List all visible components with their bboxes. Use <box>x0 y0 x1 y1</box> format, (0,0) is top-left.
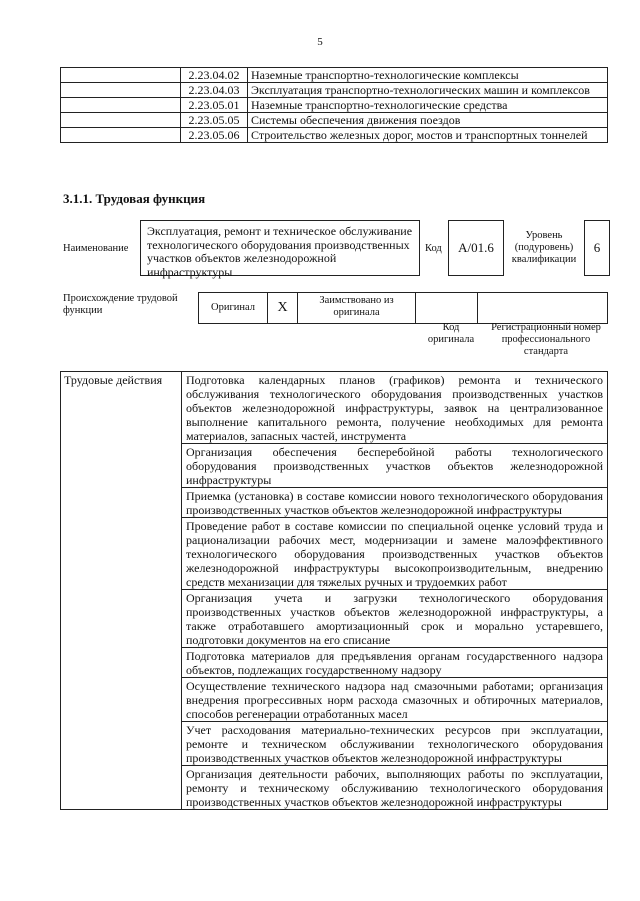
section-title: 3.1.1. Трудовая функция <box>63 191 206 206</box>
code-name-cell: Наземные транспортно-технологические средства <box>248 98 608 113</box>
origin-label: Происхождение трудовой функции <box>63 293 178 316</box>
code-row-blank <box>61 98 181 113</box>
labor-action-item: Организация деятельности рабочих, выполняющих работы по эксплуатации, ремонту и техническому обслуживанию технологического оборудования производственных участков объектов железнодорожной инфраструктуры <box>182 766 608 810</box>
original-code-caption: Код оригинала <box>427 322 475 345</box>
labor-action-item: Проведение работ в составе комиссии по специальной оценке условий труда и рационализации рабочих мест, модернизации и замене малоэффективного технологического оборудования производственных участков объектов железнодорожной инфраструктуры высокопроизводительным, внедрению средств механизации для тяжелых ручных и трудоемких работ <box>182 518 608 590</box>
code-cell: 2.23.05.05 <box>181 113 248 128</box>
reg-number-caption: Регистрационный номер профессионального стандарта <box>491 322 601 357</box>
code-cell: 2.23.05.06 <box>181 128 248 143</box>
code-row-blank <box>61 113 181 128</box>
code-row <box>61 98 608 113</box>
labor-action-item: Приемка (установка) в составе комиссии нового технологического оборудования производственных участков объектов железнодорожной инфраструктуры <box>182 488 608 518</box>
code-name-cell: Системы обеспечения движения поездов <box>248 113 608 128</box>
labor-action-item: Подготовка материалов для предъявления органам государственного надзора объектов, подлежащих государственному надзору <box>182 648 608 678</box>
code-row <box>61 128 608 143</box>
labor-action-item: Организация учета и загрузки технологического оборудования производственных участков объектов железнодорожной инфраструктуры, а также отработавшего амортизационный срок и морально устаревшего, подготовки документов на его списание <box>182 590 608 648</box>
name-label: Наименование <box>63 243 129 254</box>
borrowed-cell: Заимствовано из оригинала <box>298 292 416 324</box>
original-mark: X <box>268 292 298 324</box>
function-code-box: A/01.6 <box>448 220 504 276</box>
codes-table <box>60 67 608 143</box>
code-cell: 2.23.04.03 <box>181 83 248 98</box>
code-row-blank <box>61 128 181 143</box>
code-cell: 2.23.04.02 <box>181 68 248 83</box>
page-number: 5 <box>317 36 323 48</box>
code-row-blank <box>61 68 181 83</box>
origin-row <box>198 292 608 324</box>
function-name-box: Эксплуатация, ремонт и техническое обслуживание технологического оборудования производственных участков объектов железнодорожной инфраструктуры <box>140 220 420 276</box>
code-cell: 2.23.05.01 <box>181 98 248 113</box>
original-code-cell <box>416 292 478 324</box>
code-row-blank <box>61 83 181 98</box>
code-row <box>61 83 608 98</box>
level-value-box: 6 <box>584 220 610 276</box>
code-name-cell: Строительство железных дорог, мостов и транспортных тоннелей <box>248 128 608 143</box>
code-label: Код <box>425 243 442 254</box>
original-cell: Оригинал <box>198 292 268 324</box>
code-name-cell: Наземные транспортно-технологические комплексы <box>248 68 608 83</box>
labor-action-row <box>61 372 608 444</box>
labor-action-item: Подготовка календарных планов (графиков) ремонта и технического обслуживания технологического оборудования производственных участков объектов железнодорожной инфраструктуры, заявок на централизованное выполнение капитального ремонта, получение необходимых для ремонта материалов, запасных частей, инструмента <box>182 372 608 444</box>
labor-actions-label: Трудовые действия <box>61 372 182 810</box>
code-row <box>61 113 608 128</box>
labor-action-item: Организация обеспечения бесперебойной работы технологического оборудования производственных участков объектов железнодорожной инфраструктуры <box>182 444 608 488</box>
labor-actions-table <box>60 371 608 810</box>
level-label: Уровень (подуровень) квалификации <box>511 230 577 265</box>
code-name-cell: Эксплуатация транспортно-технологических машин и комплексов <box>248 83 608 98</box>
code-row <box>61 68 608 83</box>
labor-action-item: Осуществление технического надзора над смазочными работами; организация внедрения прогрессивных норм расхода смазочных и обтирочных материалов, способов регенерации отработанных масел <box>182 678 608 722</box>
reg-number-cell <box>478 292 608 324</box>
labor-action-item: Учет расходования материально-технических ресурсов при эксплуатации, ремонте и техническом обслуживании технологического оборудования производственных участков объектов железнодорожной инфраструктуры <box>182 722 608 766</box>
